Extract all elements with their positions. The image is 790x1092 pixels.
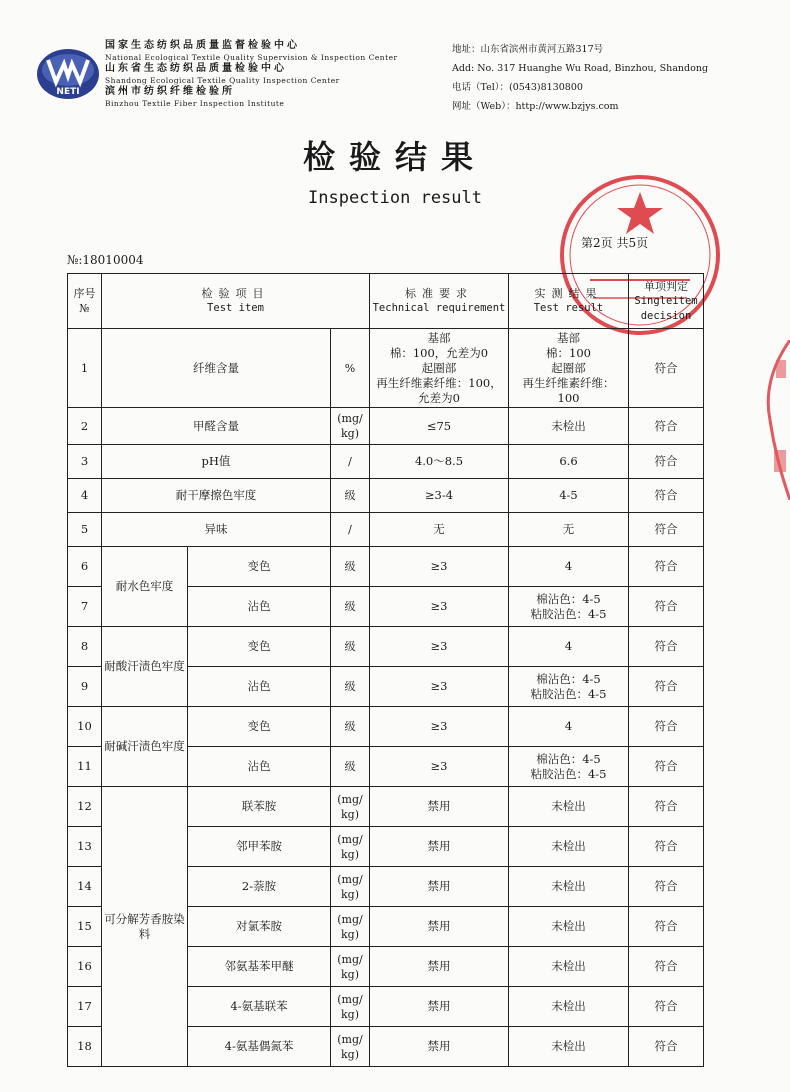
header-requirement: 标准要求 Technical requirement bbox=[370, 274, 509, 329]
table-cell: 17 bbox=[68, 987, 102, 1027]
table-cell: 14 bbox=[68, 867, 102, 907]
neti-logo bbox=[36, 48, 100, 100]
table-row bbox=[68, 329, 704, 408]
table-cell: 纤维含量 bbox=[102, 329, 331, 408]
table-cell: 禁用 bbox=[370, 907, 509, 947]
table-cell: 邻甲苯胺 bbox=[188, 827, 331, 867]
table-cell: 未检出 bbox=[509, 867, 629, 907]
table-cell: 4 bbox=[509, 627, 629, 667]
table-row bbox=[68, 787, 704, 827]
table-cell: 符合 bbox=[629, 667, 704, 707]
table-cell: / bbox=[331, 513, 370, 547]
table-cell: 禁用 bbox=[370, 827, 509, 867]
table-cell: 基部 棉：100，允差为0 起圈部 再生纤维素纤维：100， 允差为0 bbox=[370, 329, 509, 408]
table-cell: 4 bbox=[68, 479, 102, 513]
contact-info bbox=[452, 40, 772, 116]
table-cell: 3 bbox=[68, 445, 102, 479]
table-cell: 禁用 bbox=[370, 947, 509, 987]
org-name-cn-1: 国家生态纺织品质量监督检验中心 bbox=[105, 40, 300, 51]
table-cell: (mg/ kg) bbox=[331, 787, 370, 827]
table-row bbox=[68, 479, 704, 513]
table-cell: (mg/ kg) bbox=[331, 408, 370, 445]
table-cell: 级 bbox=[331, 667, 370, 707]
table-cell: 11 bbox=[68, 747, 102, 787]
table-cell: 12 bbox=[68, 787, 102, 827]
table-cell: ≥3 bbox=[370, 627, 509, 667]
table-cell: 15 bbox=[68, 907, 102, 947]
table-cell: 变色 bbox=[188, 627, 331, 667]
org-name-en-3: Binzhou Textile Fiber Inspection Institute bbox=[105, 98, 285, 108]
table-cell: 4-氨基联苯 bbox=[188, 987, 331, 1027]
table-cell: 级 bbox=[331, 587, 370, 627]
table-cell: 符合 bbox=[629, 707, 704, 747]
table-cell: 4 bbox=[509, 707, 629, 747]
table-cell: 1 bbox=[68, 329, 102, 408]
table-cell: % bbox=[331, 329, 370, 408]
table-cell: 10 bbox=[68, 707, 102, 747]
page-title: 检验结果 bbox=[302, 138, 487, 176]
table-cell: (mg/ kg) bbox=[331, 867, 370, 907]
table-cell: 18 bbox=[68, 1027, 102, 1067]
table-cell: (mg/ kg) bbox=[331, 1027, 370, 1067]
table-cell: 甲醛含量 bbox=[102, 408, 331, 445]
table-cell: 符合 bbox=[629, 947, 704, 987]
table-cell: 符合 bbox=[629, 987, 704, 1027]
table-cell: 符合 bbox=[629, 408, 704, 445]
group-aromatic-amine: 可分解芳香胺染料 bbox=[102, 787, 188, 1067]
table-cell: 未检出 bbox=[509, 408, 629, 445]
org-name-en-2: Shandong Ecological Textile Quality Inspection Center bbox=[105, 75, 340, 85]
table-cell: 2-萘胺 bbox=[188, 867, 331, 907]
table-cell: 级 bbox=[331, 479, 370, 513]
organization-names bbox=[105, 40, 425, 109]
table-cell: 无 bbox=[509, 513, 629, 547]
table-cell: 棉沾色：4-5 粘胶沾色：4-5 bbox=[509, 747, 629, 787]
table-cell: 级 bbox=[331, 627, 370, 667]
table-cell: 4.0～8.5 bbox=[370, 445, 509, 479]
table-cell: 异味 bbox=[102, 513, 331, 547]
table-cell: 基部 棉：100 起圈部 再生纤维素纤维： 100 bbox=[509, 329, 629, 408]
org-name-cn-2: 山东省生态纺织品质量检验中心 bbox=[105, 63, 287, 74]
table-cell: 符合 bbox=[629, 587, 704, 627]
contact-address-en: Add: No. 317 Huanghe Wu Road, Binzhou, Shandong bbox=[452, 63, 709, 74]
table-cell: 2 bbox=[68, 408, 102, 445]
table-cell: ≥3 bbox=[370, 587, 509, 627]
contact-phone: 电话（Tel）：(0543)8130800 bbox=[452, 82, 583, 93]
report-number: №:18010004 bbox=[67, 253, 144, 267]
table-cell: 未检出 bbox=[509, 1027, 629, 1067]
table-cell: (mg/ kg) bbox=[331, 947, 370, 987]
group-water-fastness: 耐水色牢度 bbox=[102, 547, 188, 627]
table-cell: 6.6 bbox=[509, 445, 629, 479]
header-decision: 单项判定 Singleitem decision bbox=[629, 274, 704, 329]
table-cell: 未检出 bbox=[509, 947, 629, 987]
table-cell: 禁用 bbox=[370, 987, 509, 1027]
contact-web: 网址（Web）：http://www.bzjys.com bbox=[452, 101, 619, 112]
table-row bbox=[68, 408, 704, 445]
side-seal-fragment bbox=[762, 340, 790, 500]
table-cell: 对氯苯胺 bbox=[188, 907, 331, 947]
table-cell: 邻氨基苯甲醚 bbox=[188, 947, 331, 987]
header-no: 序号 № bbox=[68, 274, 102, 329]
table-cell: 16 bbox=[68, 947, 102, 987]
table-cell: (mg/ kg) bbox=[331, 987, 370, 1027]
page-number: 第2页 共5页 bbox=[581, 236, 649, 250]
inspection-result-table bbox=[67, 273, 704, 1067]
logo-text: NETI bbox=[56, 87, 80, 97]
table-cell: ≤75 bbox=[370, 408, 509, 445]
table-cell: 7 bbox=[68, 587, 102, 627]
table-cell: 4-氨基偶氮苯 bbox=[188, 1027, 331, 1067]
table-cell: 未检出 bbox=[509, 787, 629, 827]
table-cell: pH值 bbox=[102, 445, 331, 479]
table-cell: ≥3 bbox=[370, 747, 509, 787]
table-cell: 符合 bbox=[629, 547, 704, 587]
table-cell: 未检出 bbox=[509, 987, 629, 1027]
table-cell: 符合 bbox=[629, 907, 704, 947]
table-cell: 符合 bbox=[629, 827, 704, 867]
table-cell: 级 bbox=[331, 547, 370, 587]
table-cell: ≥3 bbox=[370, 707, 509, 747]
table-row bbox=[68, 445, 704, 479]
table-cell: 符合 bbox=[629, 787, 704, 827]
org-name-en-1: National Ecological Textile Quality Supervision & Inspection Center bbox=[105, 52, 398, 62]
table-cell: (mg/ kg) bbox=[331, 907, 370, 947]
table-cell: 耐干摩擦色牢度 bbox=[102, 479, 331, 513]
table-cell: 无 bbox=[370, 513, 509, 547]
contact-address-cn: 地址：山东省滨州市黄河五路317号 bbox=[452, 44, 604, 55]
table-cell: 符合 bbox=[629, 445, 704, 479]
group-alkali-perspiration: 耐碱汗渍色牢度 bbox=[102, 707, 188, 787]
table-cell: ≥3 bbox=[370, 667, 509, 707]
table-cell: (mg/ kg) bbox=[331, 827, 370, 867]
header-item: 检验项目 Test item bbox=[102, 274, 370, 329]
table-cell: 未检出 bbox=[509, 827, 629, 867]
table-cell: 沾色 bbox=[188, 747, 331, 787]
table-cell: 符合 bbox=[629, 627, 704, 667]
table-cell: 符合 bbox=[629, 1027, 704, 1067]
table-cell: 4 bbox=[509, 547, 629, 587]
table-cell: 13 bbox=[68, 827, 102, 867]
table-cell: 符合 bbox=[629, 479, 704, 513]
table-cell: 6 bbox=[68, 547, 102, 587]
table-cell: 禁用 bbox=[370, 1027, 509, 1067]
org-name-cn-3: 滨州市纺织纤维检验所 bbox=[105, 86, 235, 97]
table-cell: 5 bbox=[68, 513, 102, 547]
table-cell: 变色 bbox=[188, 707, 331, 747]
table-cell: ≥3-4 bbox=[370, 479, 509, 513]
table-row bbox=[68, 547, 704, 587]
table-cell: 符合 bbox=[629, 329, 704, 408]
table-cell: 级 bbox=[331, 747, 370, 787]
table-row bbox=[68, 707, 704, 747]
table-cell: 禁用 bbox=[370, 867, 509, 907]
table-cell: / bbox=[331, 445, 370, 479]
table-cell: 8 bbox=[68, 627, 102, 667]
table-cell: 禁用 bbox=[370, 787, 509, 827]
table-cell: 级 bbox=[331, 707, 370, 747]
table-cell: ≥3 bbox=[370, 547, 509, 587]
table-row bbox=[68, 627, 704, 667]
page-subtitle: Inspection result bbox=[308, 188, 482, 208]
table-cell: 符合 bbox=[629, 513, 704, 547]
table-header-row bbox=[68, 274, 704, 329]
table-cell: 联苯胺 bbox=[188, 787, 331, 827]
group-acid-perspiration: 耐酸汗渍色牢度 bbox=[102, 627, 188, 707]
table-cell: 棉沾色：4-5 粘胶沾色：4-5 bbox=[509, 667, 629, 707]
table-row bbox=[68, 513, 704, 547]
table-cell: 棉沾色：4-5 粘胶沾色：4-5 bbox=[509, 587, 629, 627]
header-result: 实测结果 Test result bbox=[509, 274, 629, 329]
table-cell: 未检出 bbox=[509, 907, 629, 947]
table-cell: 符合 bbox=[629, 747, 704, 787]
table-cell: 9 bbox=[68, 667, 102, 707]
table-cell: 符合 bbox=[629, 867, 704, 907]
table-cell: 沾色 bbox=[188, 587, 331, 627]
table-cell: 4-5 bbox=[509, 479, 629, 513]
table-cell: 变色 bbox=[188, 547, 331, 587]
table-cell: 沾色 bbox=[188, 667, 331, 707]
